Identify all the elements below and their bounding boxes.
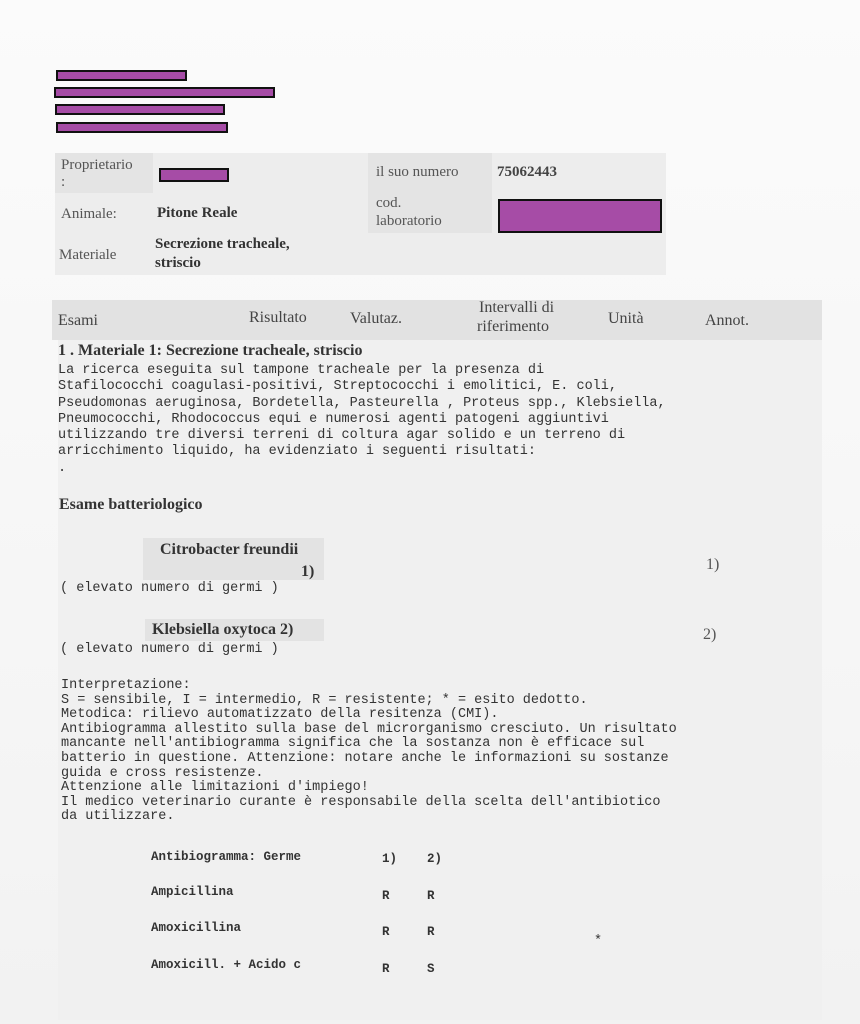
organism1-note: ( elevato numero di germi ) bbox=[60, 581, 279, 596]
antibiogram-header: Antibiogramma: Germe bbox=[151, 850, 302, 864]
organism2-note: ( elevato numero di germi ) bbox=[60, 642, 279, 657]
antibiogram-drug: Amoxicillina bbox=[151, 921, 242, 935]
organism1-annot: 1) bbox=[706, 556, 720, 573]
interpretation-line: da utilizzare. bbox=[61, 809, 175, 825]
interpretation-text bbox=[61, 679, 677, 825]
interpretation-line: Antibiogramma allestito sulla base del microrganismo cresciuto. Un risultato bbox=[61, 721, 677, 737]
column-unit: Unità bbox=[608, 310, 644, 327]
organism2-annot: 2) bbox=[703, 626, 717, 643]
number-value: 75062443 bbox=[497, 164, 557, 180]
material-value-line-1: Secrezione tracheale, bbox=[155, 236, 290, 252]
section-text bbox=[58, 363, 666, 477]
organism1-name: Citrobacter freundii bbox=[160, 541, 299, 558]
interpretation-line: Il medico veterinario curante è responsabile della scelta dell'antibiotico bbox=[61, 794, 661, 810]
antibiogram-asterisk: * bbox=[594, 934, 603, 949]
section-title: 1 . Materiale 1: Secrezione tracheale, striscio bbox=[58, 342, 363, 359]
antibiogram-col1: 1) bbox=[382, 852, 398, 866]
interpretation-line: mancante nell'antibiogramma significa che la sostanza non è efficace sul bbox=[61, 736, 645, 752]
column-evaluation: Valutaz. bbox=[350, 310, 402, 327]
number-label: il suo numero bbox=[376, 164, 459, 180]
animal-label: Animale: bbox=[61, 206, 117, 222]
interpretation-line: S = sensibile, I = intermedio, R = resistente; * = esito dedotto. bbox=[61, 692, 588, 708]
section-text-line: Pneumococchi, Rhodococcus equi e numerosi agenti patogeni aggiuntivi bbox=[58, 411, 609, 427]
redacted-address-line-1 bbox=[56, 70, 187, 81]
owner-label: Proprietario bbox=[61, 157, 133, 173]
interpretation-line: Attenzione alle limitazioni d'impiego! bbox=[61, 780, 369, 796]
antibiogram-drug: Amoxicill. + Acido c bbox=[151, 958, 302, 972]
antibiogram-col2: 2) bbox=[427, 852, 443, 866]
antibiogram-result-1: R bbox=[382, 962, 390, 976]
section-text-line: La ricerca eseguita sul tampone tracheale per la presenza di bbox=[58, 363, 545, 378]
antibiogram-result-1: R bbox=[382, 889, 390, 903]
section-text-line: utilizzando tre diversi terreni di coltura agar solido e un terreno di bbox=[58, 428, 626, 444]
material-value-line-2: striscio bbox=[155, 255, 201, 271]
interpretation-line: Metodica: rilievo automatizzato della resitenza (CMI). bbox=[61, 707, 499, 723]
owner-colon: : bbox=[61, 174, 66, 190]
column-exams: Esami bbox=[58, 312, 98, 329]
lab-code-label-1: cod. bbox=[376, 195, 402, 211]
bacteriology-title: Esame batteriologico bbox=[59, 496, 203, 513]
column-result: Risultato bbox=[249, 309, 307, 326]
redacted-lab-code bbox=[498, 199, 662, 233]
section-text-line: . bbox=[58, 460, 67, 476]
redacted-address-line-2 bbox=[54, 87, 275, 98]
animal-value: Pitone Reale bbox=[157, 205, 238, 221]
column-reference-line-1: Intervalli di bbox=[479, 299, 555, 316]
lab-code-label-2: laboratorio bbox=[376, 213, 442, 229]
section-text-line: Pseudomonas aeruginosa, Bordetella, Pasteurella , Proteus spp., Klebsiella, bbox=[58, 395, 666, 411]
antibiogram-result-1: R bbox=[382, 925, 390, 939]
interpretation-line: Interpretazione: bbox=[61, 678, 191, 693]
antibiogram-result-2: R bbox=[427, 925, 435, 939]
column-reference-line-2: riferimento bbox=[477, 318, 549, 335]
organism2-name: Klebsiella oxytoca 2) bbox=[152, 621, 294, 638]
interpretation-line: batterio in questione. Attenzione: notare anche le informazioni su sostanze bbox=[61, 750, 669, 766]
redacted-address-line-4 bbox=[56, 122, 228, 133]
interpretation-line: guida e cross resistenze. bbox=[61, 765, 264, 781]
organism1-ref: 1) bbox=[301, 563, 315, 580]
redacted-owner-name bbox=[159, 168, 229, 182]
antibiogram-drug: Ampicillina bbox=[151, 885, 234, 899]
section-text-line: arricchimento liquido, ha evidenziato i seguenti risultati: bbox=[58, 444, 536, 460]
redacted-address-line-3 bbox=[55, 104, 225, 115]
antibiogram-result-2: S bbox=[427, 962, 435, 976]
column-annot: Annot. bbox=[705, 312, 749, 329]
section-text-line: Stafilococchi coagulasi-positivi, Streptococchi i emolitici, E. coli, bbox=[58, 379, 617, 395]
material-label: Materiale bbox=[59, 247, 117, 263]
antibiogram-result-2: R bbox=[427, 889, 435, 903]
